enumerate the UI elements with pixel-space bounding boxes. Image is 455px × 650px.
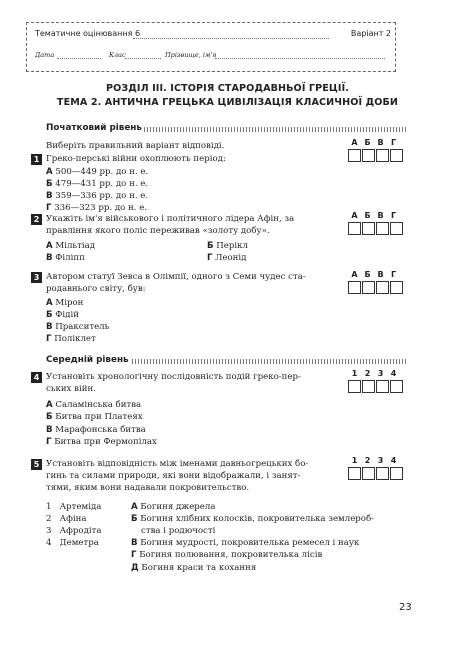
q5-text-line2: гинь та силами природи, які вони відображали, і занят-: [46, 471, 301, 481]
q4-option-c: В Марафонська битва: [46, 425, 146, 435]
answer-box[interactable]: [362, 380, 375, 393]
q2-option-b: Б Перікл: [207, 241, 248, 251]
variant-label: Варіант 2: [350, 29, 391, 38]
q5-right-b: Б Богиня хлібних колосків, покровителька землероб-: [131, 514, 375, 524]
q5-left-3: 3 Афродіта: [46, 526, 102, 536]
answer-box[interactable]: [362, 281, 375, 294]
q5-right-e: Д Богиня краси та кохання: [131, 563, 257, 573]
topic-title: ТЕМА 2. АНТИЧНА ГРЕЦЬКА ЦИВІЛІЗАЦІЯ КЛАСИЧНОЇ ДОБИ: [56, 97, 399, 108]
q5-right-b-cont: ства і родючості: [141, 526, 216, 536]
q5-left-1: 1 Артеміда: [46, 502, 102, 512]
q5-right-a: А Богиня джерела: [131, 502, 216, 512]
answer-box[interactable]: [348, 281, 361, 294]
q3-option-b: Б Фідій: [46, 310, 79, 320]
answer-box[interactable]: [376, 149, 389, 162]
q5-text-line1: Установіть відповідність між іменами давньогрецьких бо-: [46, 459, 309, 469]
q5-right-c: В Богиня мудрості, покровителька ремесел і наук: [131, 538, 360, 548]
topic-label: Тематичне оцінювання 6: [35, 29, 141, 38]
answer-box[interactable]: [390, 149, 403, 162]
q1-option-d: Г 336—323 рр. до н. е.: [46, 203, 148, 213]
answer-box[interactable]: [390, 222, 403, 235]
answer-box[interactable]: [362, 222, 375, 235]
class-line: [125, 58, 161, 59]
answer-box[interactable]: [376, 222, 389, 235]
q4-answer-grid[interactable]: 1 2 3 4: [348, 369, 404, 393]
level-basic-label: Початковий рівень: [46, 123, 142, 133]
q1-number: 1: [31, 154, 42, 165]
answer-box[interactable]: [376, 380, 389, 393]
answer-box[interactable]: [390, 281, 403, 294]
q2-option-a: А Мільтіад: [46, 241, 95, 251]
q5-left-4: 4 Деметра: [46, 538, 99, 548]
answer-box[interactable]: [390, 380, 403, 393]
topic-dotline: [133, 38, 329, 39]
answer-box[interactable]: [362, 467, 375, 480]
q1-text: Греко-перські війни охоплюють період:: [46, 154, 226, 164]
q3-text-line2: родавнього світу, був:: [46, 284, 146, 294]
answer-box[interactable]: [348, 149, 361, 162]
q5-text-line3: тями, яким вони надавали покровительство.: [46, 483, 250, 493]
answer-box[interactable]: [376, 467, 389, 480]
instruction: Виберіть правильний варіант відповіді.: [46, 141, 225, 151]
q4-number: 4: [31, 372, 42, 383]
q4-option-d: Г Битва при Фермопілах: [46, 437, 157, 447]
q3-answer-grid[interactable]: А Б В Г: [348, 270, 404, 294]
answer-box[interactable]: [362, 149, 375, 162]
q2-number: 2: [31, 214, 42, 225]
q5-number: 5: [31, 459, 42, 470]
q3-text-line1: Автором статуї Зевса в Олімпії, одного з Семи чудес ста-: [46, 272, 306, 282]
q2-option-d: Г Леонід: [207, 253, 247, 263]
name-line: [215, 58, 385, 59]
q4-text-line1: Установіть хронологічну послідовність подій греко-пер-: [46, 372, 301, 382]
level-middle-label: Середній рівень: [46, 355, 129, 365]
q2-answer-grid[interactable]: А Б В Г: [348, 211, 404, 235]
q4-text-line2: ських війн.: [46, 384, 96, 394]
date-label: Дата: [35, 51, 55, 59]
q1-answer-grid[interactable]: А Б В Г: [348, 138, 404, 162]
date-line: [57, 58, 101, 59]
q3-number: 3: [31, 272, 42, 283]
q4-option-a: А Саламінська битва: [46, 400, 142, 410]
level-middle-divider: [132, 359, 407, 364]
q4-option-b: Б Битва при Платеях: [46, 412, 143, 422]
answer-box[interactable]: [376, 281, 389, 294]
page-number: 23: [399, 602, 412, 613]
q3-option-d: Г Поліклет: [46, 334, 96, 344]
q5-left-2: 2 Афіна: [46, 514, 87, 524]
q1-option-b: Б 479—431 рр. до н. е.: [46, 179, 149, 189]
q2-option-c: В Філіпп: [46, 253, 85, 263]
answer-box[interactable]: [390, 467, 403, 480]
q5-right-d: Г Богиня полювання, покровителька лісів: [131, 550, 323, 560]
section-title: РОЗДІЛ ІІІ. ІСТОРІЯ СТАРОДАВНЬОЇ ГРЕЦІЇ.: [105, 83, 350, 94]
answer-box[interactable]: [348, 380, 361, 393]
q1-option-c: В 359—336 рр. до н. е.: [46, 191, 149, 201]
answer-box[interactable]: [348, 467, 361, 480]
q3-option-a: А Мірон: [46, 298, 84, 308]
level-basic-divider: [144, 127, 407, 132]
q3-option-c: В Пракситель: [46, 322, 110, 332]
q5-answer-grid[interactable]: 1 2 3 4: [348, 456, 404, 480]
q2-text-line1: Укажіть ім'я військового і політичного лідера Афін, за: [46, 214, 295, 224]
name-label: Прізвище, ім'я: [165, 51, 217, 59]
q2-text-line2: правління якого поліс переживав «золоту добу».: [46, 226, 270, 236]
q1-option-a: А 500—449 рр. до н. е.: [46, 167, 149, 177]
answer-box[interactable]: [348, 222, 361, 235]
class-label: Клас: [109, 51, 126, 59]
header-box: [26, 22, 396, 72]
